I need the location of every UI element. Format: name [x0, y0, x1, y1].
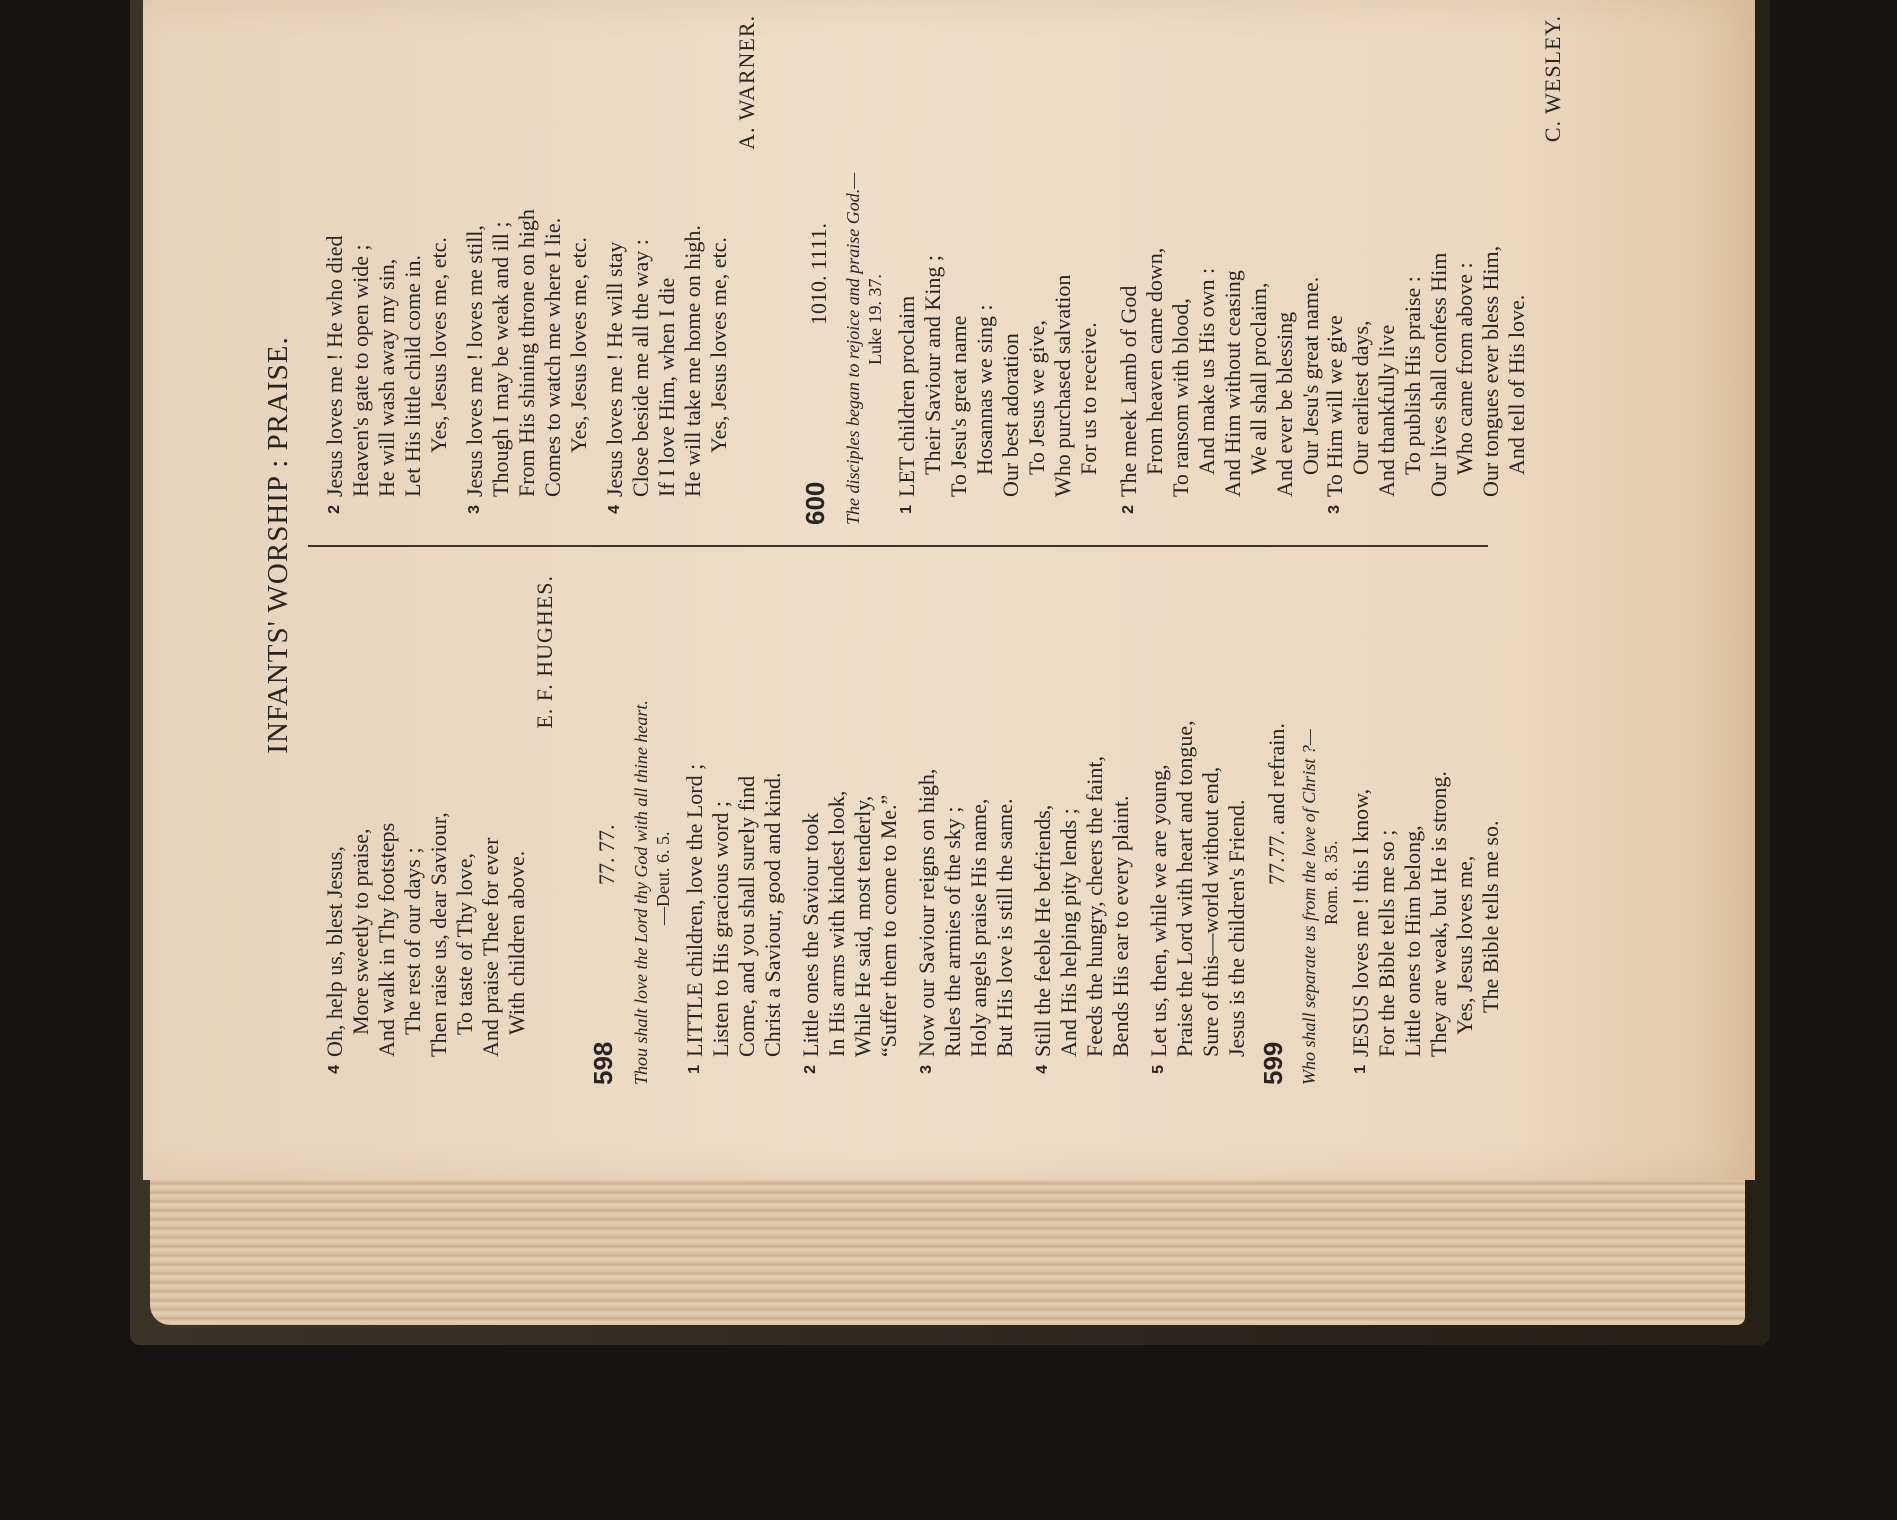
left-column: 4 Oh, help us, blest Jesus, More sweetly to praise, And walk in Thy footsteps The rest of our days ; Then raise us, dear Saviour, To taste of Thy love, And praise Thee for ever With children above. E. F. HUGHES. 598 77. 77. Thou shalt love the Lord thy God with all thine heart. —Deut. 6. 5. 1 LITTLE children, love the Lord ; Listen to His gracious word ; Come, and you shall surely find Christ a Saviour, good and kind. 2 Little ones the Saviour took In His arms with kindest look, While He said, most tenderly, “Suffer them to come to Me.” 3 Now our Saviour reigns on high, Rules the armies of the sky ; Holy angels praise His name, But His love is still the same. 4 Still the feeble He befriends, And His helping pity lends ; Feeds the hungry, cheers the faint, Bends His ear to every plaint. 5 Let us, then, while we are young, Praise the Lord with heart and tongue, Sure of this—world without end, Jesus is the children's Friend. 599 77.77. and refrain. Who shall separate us from the love of Christ ?— Rom. 8. 35. 1 JESUS loves me ! this I know, For the Bible tells me so ; Little ones to Him belong, They are weak, but He is strong. Yes, Jesus loves me, The Bible tells me so.	[250, 565, 1480, 1085]
scripture-ref: Luke 19. 37.	[865, 274, 885, 365]
verse-line: Close beside me all the way :	[628, 239, 653, 497]
verse-line: From heaven came down,	[1142, 247, 1167, 475]
verse-line: The rest of our days ;	[400, 847, 425, 1035]
hymn-number: 598	[588, 1041, 618, 1085]
verse-line: To taste of Thy love,	[452, 853, 477, 1035]
verse-line: To Jesu's great name	[946, 315, 971, 497]
hymn-600-heading	[802, 5, 842, 525]
right-column: 2 Jesus loves me ! He who died Heaven's gate to open wide ; He will wash away my sin, Let His little child come in. Yes, Jesus loves me, etc. 3 Jesus loves me ! loves me still, Though I may be weak and ill ; From His shining throne on high Comes to watch me where I lie. Yes, Jesus loves me, etc. 4 Jesus loves me ! He will stay Close beside me all the way : If I love Him, when I die He will take me home on high. Yes, Jesus loves me, etc. A. WARNER. 600 1010. 1111. The disciples began to rejoice and praise God.— Luke 19. 37. 1 LET children proclaim Their Saviour and King ; To Jesu's great name Hosannas we sing : Our best adoration To Jesus we give, Who purchased salvation For us to receive. 2 The meek Lamb of God From heaven came down, To ransom with blood, And make us His own : And Him without ceasing We all shall proclaim, And ever be blessing Our Jesu's great name. 3 To Him will we give Our earliest days, And thankfully live To publish His praise : Our lives shall confess Him Who came from above : Our tongues ever bless Him, And tell of His love. C. WESLEY.	[250, 5, 1480, 525]
verse-line: Sure of this—world without end,	[1198, 766, 1223, 1057]
verse-line: The Bible tells me so.	[1478, 820, 1503, 1013]
hymn-meter: 1010. 1111.	[806, 222, 831, 325]
verse-line: With children above.	[504, 850, 529, 1035]
verse-line: For the Bible tells me so ;	[1374, 829, 1399, 1057]
page-text-rotated	[250, 5, 1565, 1085]
verse-line: We all shall proclaim,	[1246, 282, 1271, 475]
author-credit: C. WESLEY.	[1540, 15, 1565, 143]
verse-line: Yes, Jesus loves me, etc.	[566, 237, 591, 453]
verse-line: Heaven's gate to open wide ;	[348, 244, 373, 497]
verse-line: Then raise us, dear Saviour,	[426, 812, 451, 1057]
verse-line: To Him will we give	[1322, 315, 1347, 497]
verse-line: Jesus loves me ! loves me still,	[462, 225, 487, 497]
verse-line: Bends His ear to every plaint.	[1108, 795, 1133, 1057]
verse-line: Praise the Lord with heart and tongue,	[1172, 720, 1197, 1057]
page-edges	[150, 1160, 1745, 1325]
verse-line: Feeds the hungry, cheers the faint,	[1082, 756, 1107, 1057]
verse-line: Who came from above :	[1452, 262, 1477, 475]
verse-line: Oh, help us, blest Jesus,	[322, 846, 347, 1057]
verse-line: Hosannas we sing :	[972, 304, 997, 475]
verse-line: JESUS loves me ! this I know,	[1348, 788, 1373, 1057]
verse-line: Jesus is the children's Friend.	[1224, 799, 1249, 1057]
verse-line: Our lives shall confess Him	[1426, 252, 1451, 497]
hymn-number: 600	[800, 481, 830, 525]
verse-line: “Suffer them to come to Me.”	[876, 794, 901, 1057]
verse-line: Yes, Jesus loves me, etc.	[426, 237, 451, 453]
verse-line: From His shining throne on high	[514, 209, 539, 497]
hymn-meter: 77. 77.	[594, 824, 619, 885]
verse-line: Jesus loves me ! He who died	[322, 235, 347, 497]
verse-line: LET children proclaim	[894, 295, 919, 497]
verse-line: They are weak, but He is strong.	[1426, 771, 1451, 1057]
hymn-599-heading	[1260, 565, 1300, 1085]
page-header: INFANTS' WORSHIP : PRAISE.	[262, 336, 294, 754]
scripture-text: The disciples began to rejoice and praise God.— Luke 19. 37.	[842, 5, 886, 525]
verse-line: Yes, Jesus loves me, etc.	[706, 237, 731, 453]
verse-line: Christ a Saviour, good and kind.	[760, 772, 785, 1057]
verse-line: Their Saviour and King ;	[920, 255, 945, 475]
verse-line: Rules the armies of the sky ;	[940, 806, 965, 1057]
verse-line: Though I may be weak and ill ;	[488, 221, 513, 497]
verse-line: Little ones to Him belong,	[1400, 825, 1425, 1057]
verse-line: Little ones the Saviour took	[798, 812, 823, 1057]
verse-line: And praise Thee for ever	[478, 837, 503, 1057]
verse-line: But His love is still the same.	[992, 798, 1017, 1057]
author-credit: E. F. HUGHES.	[532, 575, 557, 729]
verse-line: For us to receive.	[1076, 322, 1101, 475]
verse-line: If I love Him, when I die	[654, 277, 679, 497]
verse-line: Yes, Jesus loves me,	[1452, 855, 1477, 1035]
hymn-598-heading	[590, 565, 630, 1085]
author-credit: A. WARNER.	[734, 15, 759, 150]
verse-line: To publish His praise :	[1400, 276, 1425, 475]
verse-line: And walk in Thy footsteps	[374, 822, 399, 1057]
scripture-text: Who shall separate us from the love of Christ ?— Rom. 8. 35.	[1298, 565, 1342, 1085]
verse-line: In His arms with kindest look,	[824, 790, 849, 1057]
verse-line: Still the feeble He befriends,	[1030, 804, 1055, 1057]
verse-line: Now our Saviour reigns on high,	[914, 768, 939, 1057]
verse-line: Jesus loves me ! He will stay	[602, 241, 627, 497]
verse-line: Let His little child come in.	[400, 255, 425, 497]
scripture-text: Thou shalt love the Lord thy God with all thine heart. —Deut. 6. 5.	[630, 565, 674, 1085]
verse-line: Holy angels praise His name,	[966, 798, 991, 1057]
verse-line: LITTLE children, love the Lord ;	[682, 763, 707, 1057]
column-divider	[308, 545, 1488, 547]
verse-line: And tell of His love.	[1504, 294, 1529, 475]
verse-line: To ransom with blood,	[1168, 298, 1193, 497]
hymn-number: 599	[1258, 1041, 1288, 1085]
verse-line: Listen to His gracious word ;	[708, 800, 733, 1057]
verse-line: More sweetly to praise,	[348, 828, 373, 1035]
verse-line: And ever be blessing	[1272, 311, 1297, 497]
verse-line: He will take me home on high.	[680, 225, 705, 497]
verse-line: Our earliest days,	[1348, 320, 1373, 475]
verse-line: Our best adoration	[998, 333, 1023, 497]
verse-line: Let us, then, while we are young,	[1146, 764, 1171, 1057]
verse-line: Our Jesu's great name.	[1298, 276, 1323, 475]
verse-line: Who purchased salvation	[1050, 274, 1075, 497]
verse-line: And Him without ceasing	[1220, 270, 1245, 497]
verse-line: The meek Lamb of God	[1116, 285, 1141, 497]
stanza-number: 4	[326, 1065, 343, 1074]
verse-line: While He said, most tenderly,	[850, 795, 875, 1057]
verse-line: To Jesus we give,	[1024, 320, 1049, 475]
verse-line: And thankfully live	[1374, 324, 1399, 497]
verse-line: And His helping pity lends ;	[1056, 808, 1081, 1057]
verse-line: Comes to watch me where I lie.	[540, 217, 565, 497]
verse-line: Our tongues ever bless Him,	[1478, 245, 1503, 497]
scripture-ref: —Deut. 6. 5.	[653, 831, 673, 925]
hymn-meter: 77.77. and refrain.	[1264, 723, 1289, 885]
scripture-ref: Rom. 8. 35.	[1321, 840, 1341, 925]
verse-line: Come, and you shall surely find	[734, 775, 759, 1057]
verse-line: And make us His own :	[1194, 267, 1219, 475]
verse-line: He will wash away my sin,	[374, 258, 399, 497]
